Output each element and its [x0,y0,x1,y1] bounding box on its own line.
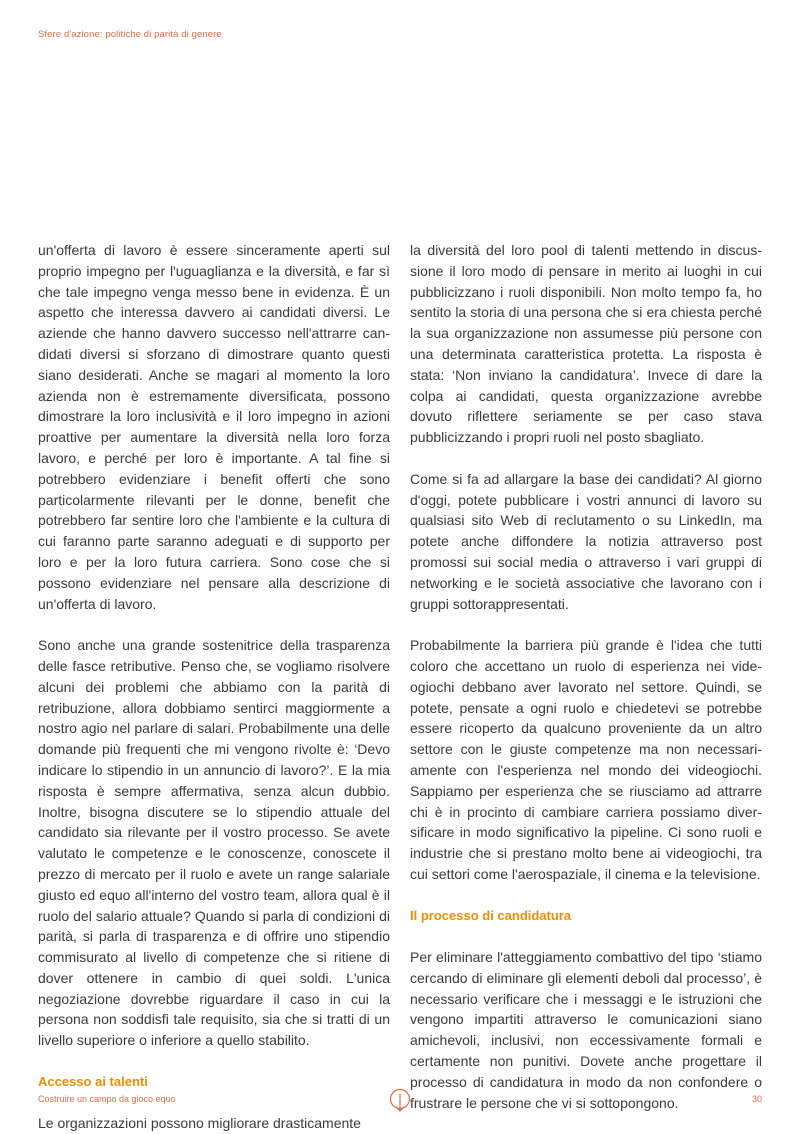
page-number: 30 [751,1094,762,1104]
left-column [38,240,390,1134]
paragraph: Probabilmente la barriera più grande è l'idea che tutti coloro che accettano un ruolo di esperienza nei videogiochi debbano aver lavorato nel settore. Quindi, se potete, pensate a ogni ruolo e chiedetevi se potrebbe essere ricoperto da qualcuno proveniente da un altro settore con le giuste competenze ma non necessariamente con l'esperienza nel mondo dei videogiochi. Sappiamo per esperienza che se riusciamo ad attrarre chi è in procinto di cambiare carriera possiamo diversificare in modo significativo la pipeline. Ci sono ruoli e industrie che si prestano molto bene ai videogiochi, tra cui settori come l'aerospaziale, il cinema e la televisione. [410,637,762,882]
paragraph: Sono anche una grande sostenitrice della trasparenza delle fasce retributive. Penso che, se vogliamo risolvere alcuni dei problemi che abbiamo con la parità di retribuzione, allora dobbiamo sentirci maggiormente a nostro agio nel parlare di salari. Probabilmente una delle domande più frequenti che mi vengono rivolte è: ‘Devo indicare lo stipendio in un annuncio di lavoro?’. E la mia risposta è sempre affermativa, senza alcun dubbio. Inoltre, bisogna discutere se lo stipendio attuale del candidato sia rilevante per il vostro processo. Se avete valutato le competenze e le conoscenze, conoscete il prezzo di mercato per il ruolo e avete un range salariale giusto ed equo all'interno del vostro team, allora qual è il ruolo del salario attuale? Quando si parla di condizioni di parità, si parla di trasparenza e di offrire uno stipendio commisurato al livello di competenze che si ritiene di dover ottenere in cambio di quei soldi. L'unica negoziazione dovrebbe riguardare il caso in cui la persona non soddisfi tale requisito, sia che si tratti di un livello superiore o inferiore a quello stabilito. [38,637,390,1049]
section-heading: Il processo di candidatura [410,907,572,923]
footer-title: Costruire un campo da gioco equo [38,1094,176,1104]
paragraph: Per eliminare l'atteggiamento combattivo del tipo ‘stiamo cercando di eliminare gli elementi deboli dal processo’, è necessario verificare che i messaggi e le istruzioni che vengono impartiti attraverso le comunicazioni siano amichevoli, inclusivi, non eccessivamente formali e certamente non punitivi. Dovete anche progettare il processo di candidatura in modo da non confondere o frustrare le persone che vi si sottopongono. [410,949,762,1111]
right-column [410,240,762,1113]
paragraph: la diversità del loro pool di talenti mettendo in discussione il loro modo di pensare in merito ai luoghi in cui pubblicizzano i ruoli disponibili. Non molto tempo fa, ho sentito la storia di una persona che si era chiesta perché la sua organizzazione non assumesse più persone con una determinata caratteristica protetta. La risposta è stata: ‘Non inviano la candidatura’. Invece di dare la colpa ai candidati, questa organizzazione avrebbe dovuto riflettere seriamente se per caso stava pubblicizzando i propri ruoli nel posto sbagliato. [410,242,762,446]
paragraph: un'offerta di lavoro è essere sinceramente aperti sul proprio impegno per l'uguaglianza e la diversità, e far sì che tale impegno venga messo bene in evidenza. È un aspetto che interessa davvero ai candidati diversi. Le aziende che hanno davvero successo nell'attrarre candidati diversi si sforzano di dimostrare quanto questi siano desiderati. Anche se magari al momento la loro azienda non è estremamente diversificata, possono dimostrare la loro inclusività e il loro impegno in azioni proattive per aumentare la diversità nella loro forza lavoro, e perché per loro è importante. A tal fine si potrebbero evidenziare i benefit offerti che sono particolarmente rilevanti per le donne, benefit che potrebbero far sentire loro che l'ambiente e la cultura di cui faranno parte saranno adeguati e di supporto per loro e per la loro futura carriera. Sono cose che si possono evidenziare nel pensare alla descrizione di un'offerta di lavoro. [38,242,390,612]
running-header: Sfere d'azione: politiche di parità di genere [38,29,222,40]
paragraph: Come si fa ad allargare la base dei candidati? Al giorno d'oggi, potete pubblicare i vostri annunci di lavoro su qualsiasi sito Web di reclutamento o su LinkedIn, ma potete anche diffondere la notizia attraverso post promossi sui social media o attraverso i vari gruppi di networking e le società associative che lavorano con i gruppi sottorappresentati. [410,470,762,612]
section-heading: Accesso ai talenti [38,1073,148,1089]
paragraph: Le organizzazioni possono migliorare drasticamente [38,1115,361,1132]
circle-arrow-down-icon [389,1088,411,1114]
